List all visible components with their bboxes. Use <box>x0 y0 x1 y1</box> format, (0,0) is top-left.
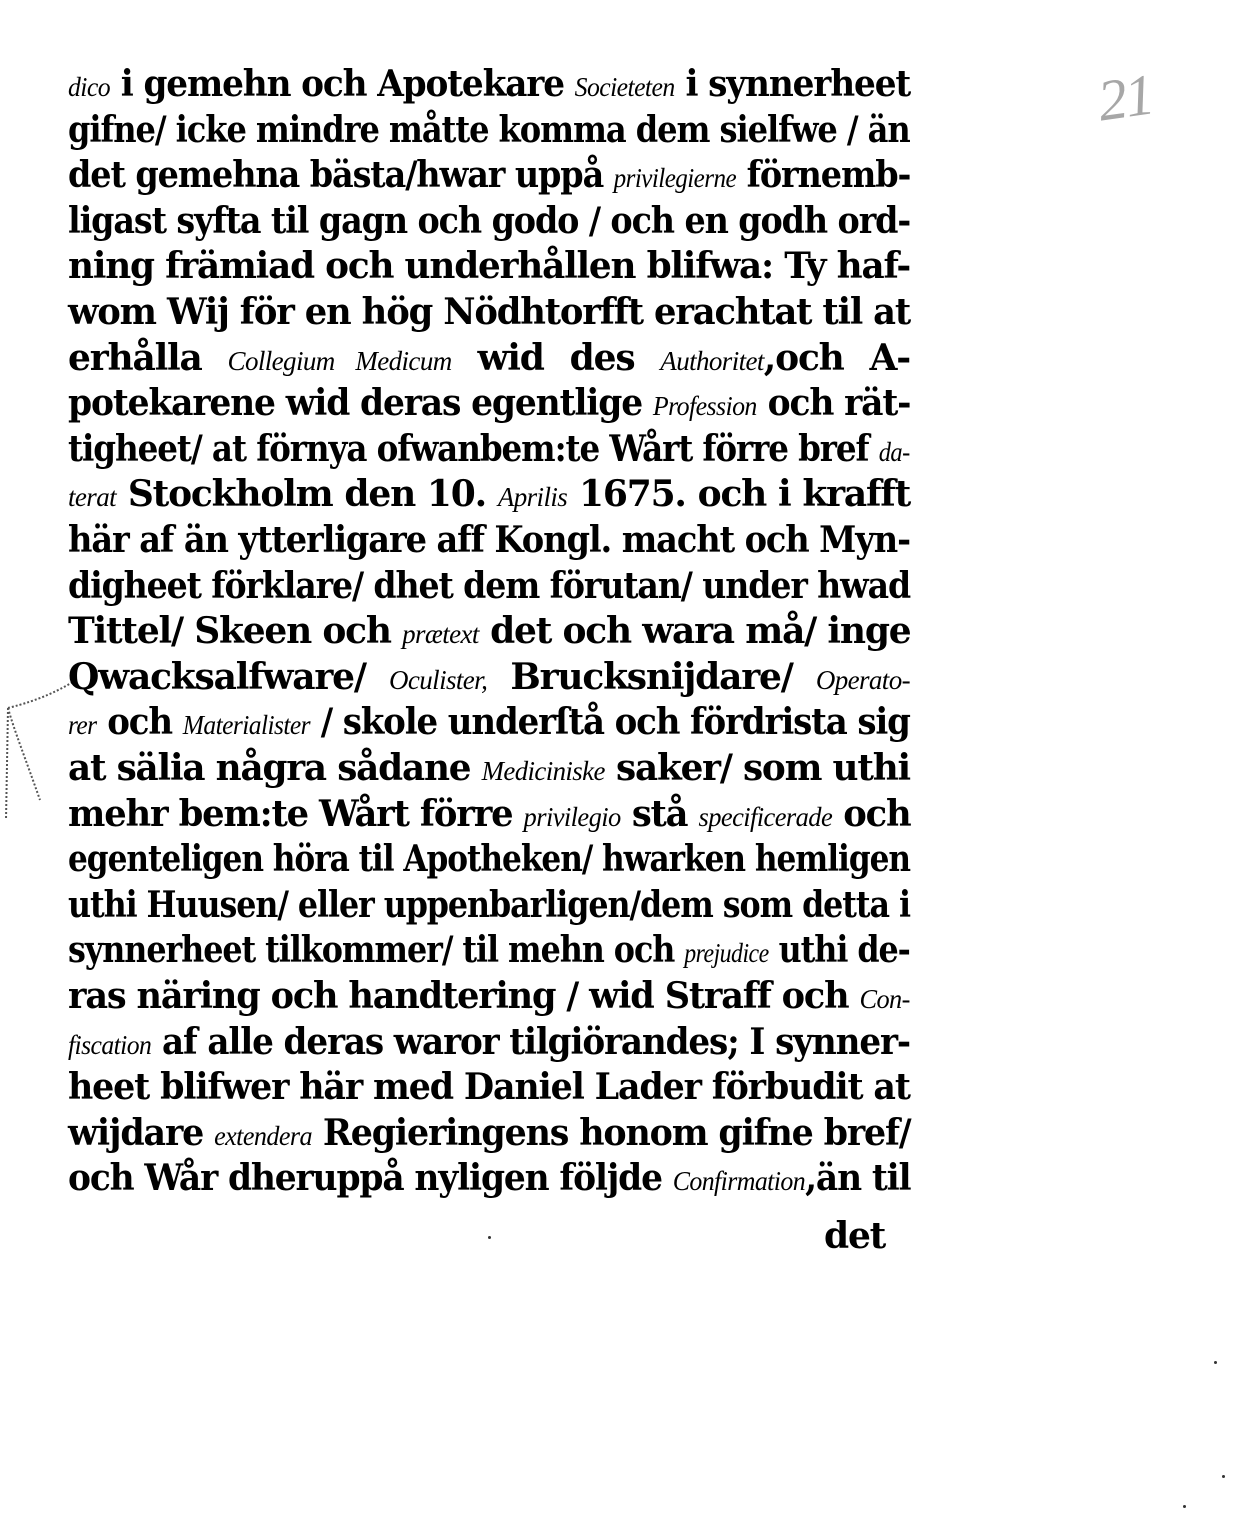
fraktur-segment: saker/ som uthi <box>604 747 910 789</box>
fraktur-segment: förnemb- <box>736 154 911 197</box>
fraktur-segment: mehr bem:te Wårt förre <box>68 792 524 835</box>
italic-antiqua-segment: rer <box>68 710 97 741</box>
italic-antiqua-segment: Materialister <box>182 710 311 741</box>
text-line <box>68 62 910 107</box>
italic-antiqua-segment: terat <box>68 482 116 513</box>
print-speck <box>1183 1505 1186 1508</box>
italic-antiqua-segment: Collegium Medicum <box>227 345 452 376</box>
fraktur-segment: i synnerheet <box>674 63 911 105</box>
print-speck <box>1214 1361 1217 1364</box>
fraktur-segment: uthi de- <box>768 929 910 972</box>
fraktur-segment: Stockholm den 10. <box>116 473 498 516</box>
text-line <box>68 837 910 882</box>
fraktur-segment: det gemehna bästa/hwar uppå <box>68 154 614 197</box>
fraktur-segment: 1675. och i krafft <box>567 473 911 516</box>
fraktur-segment: digheet förklare/ dhet dem förutan/ under hwad <box>68 564 911 607</box>
fraktur-segment: och rät- <box>756 382 911 425</box>
handwritten-folio-number: 21 <box>1093 61 1157 134</box>
fraktur-segment: wom Wij för en hög Nödhtorfft erachtat til at <box>68 291 911 333</box>
text-line <box>68 518 910 563</box>
fraktur-segment: wid des <box>451 336 661 379</box>
italic-antiqua-segment: Profession <box>652 391 757 422</box>
fraktur-segment: Qwacksalfware/ <box>68 655 389 698</box>
text-line <box>68 1111 910 1156</box>
italic-antiqua-segment: Societeten <box>574 72 675 102</box>
italic-antiqua-segment: Aprilis <box>497 482 568 513</box>
text-line <box>68 746 910 791</box>
text-line <box>68 700 910 745</box>
italic-antiqua-segment: prejudice <box>684 938 769 969</box>
italic-antiqua-segment: Authoritet <box>660 345 764 376</box>
fraktur-segment: Regieringens honom gifne bref/ <box>311 1111 911 1154</box>
fraktur-segment: ning främiad och underhållen blifwa: Ty haf- <box>68 245 911 288</box>
fraktur-segment: at sälia några sådane <box>68 747 482 789</box>
text-line <box>68 108 910 153</box>
fraktur-segment: gifne/ icke mindre måtte komma dem sielfwe / än <box>68 108 910 151</box>
text-line <box>68 655 910 700</box>
text-line <box>68 290 910 335</box>
text-line <box>68 1156 910 1201</box>
italic-antiqua-segment: Con- <box>859 984 910 1014</box>
fraktur-segment: potekarene wid deras egentlige <box>68 382 653 425</box>
fraktur-segment: och <box>96 701 183 744</box>
fraktur-segment: ligast syfta til gagn och godo / och en godh ord- <box>68 199 911 242</box>
italic-antiqua-segment: prætext <box>402 619 479 650</box>
fraktur-segment: och Wår dheruppå nyligen följde <box>68 1157 673 1200</box>
fraktur-segment: wijdare <box>68 1111 215 1154</box>
italic-antiqua-segment: Oculister, <box>388 664 488 695</box>
text-line <box>68 564 910 609</box>
fraktur-segment: af alle deras waror tilgiörandes; I synner- <box>151 1020 910 1063</box>
fraktur-segment: Tittel/ Skeen och <box>68 610 403 653</box>
print-speck <box>488 1236 491 1239</box>
fraktur-segment: uthi Huusen/ eller uppenbarligen/dem som detta i <box>68 883 910 926</box>
fraktur-segment: i gemehn och Apotekare <box>109 63 575 105</box>
text-line <box>68 883 910 928</box>
text-line <box>68 153 910 198</box>
fraktur-segment: ,än til <box>805 1157 911 1200</box>
print-speck <box>1222 1475 1225 1478</box>
text-line <box>68 974 910 1019</box>
text-line <box>68 928 910 973</box>
text-line <box>68 381 910 426</box>
text-line <box>68 336 910 381</box>
catchword: det <box>824 1215 886 1257</box>
text-line <box>68 244 910 289</box>
text-line <box>68 792 910 837</box>
italic-antiqua-segment: da- <box>878 436 910 467</box>
text-line <box>68 199 910 244</box>
fraktur-segment: stå <box>620 792 699 835</box>
fraktur-segment: här af än ytterligare aff Kongl. macht och Myn- <box>68 519 910 561</box>
italic-antiqua-segment: specificerade <box>698 801 833 832</box>
fraktur-segment: heet blifwer här med Daniel Lader förbudit at <box>68 1066 910 1109</box>
italic-antiqua-segment: privilegierne <box>613 163 737 194</box>
text-line <box>68 609 910 654</box>
text-line <box>68 472 910 517</box>
fraktur-segment: det och wara må/ inge <box>478 610 911 653</box>
italic-antiqua-segment: dico <box>68 72 110 102</box>
text-line <box>68 427 910 472</box>
fraktur-segment: synnerheet tilkommer/ til mehn och <box>68 929 685 972</box>
text-line <box>68 1065 910 1110</box>
fraktur-segment: tigheet/ at förnya ofwanbem:te Wårt förre bref <box>68 427 879 470</box>
italic-antiqua-segment: extendera <box>214 1120 312 1151</box>
italic-antiqua-segment: fiscation <box>68 1029 152 1060</box>
italic-antiqua-segment: Operato- <box>815 664 910 695</box>
fraktur-segment: ,och A- <box>763 336 911 379</box>
fraktur-segment: och <box>832 792 911 835</box>
fraktur-segment: egenteligen höra til Apotheken/ hwarken hemligen <box>68 838 911 881</box>
italic-antiqua-segment: privilegio <box>523 801 621 832</box>
italic-antiqua-segment: Mediciniske <box>481 756 605 786</box>
italic-antiqua-segment: Confirmation <box>672 1166 806 1197</box>
fraktur-segment: ras näring och handtering / wid Straff och <box>68 975 860 1017</box>
fraktur-segment: Brucksnijdare/ <box>487 655 816 698</box>
fraktur-segment: / skole underſtå och fördrista sig <box>310 701 910 744</box>
text-line <box>68 1020 910 1065</box>
fraktur-segment: erhålla <box>68 336 228 379</box>
